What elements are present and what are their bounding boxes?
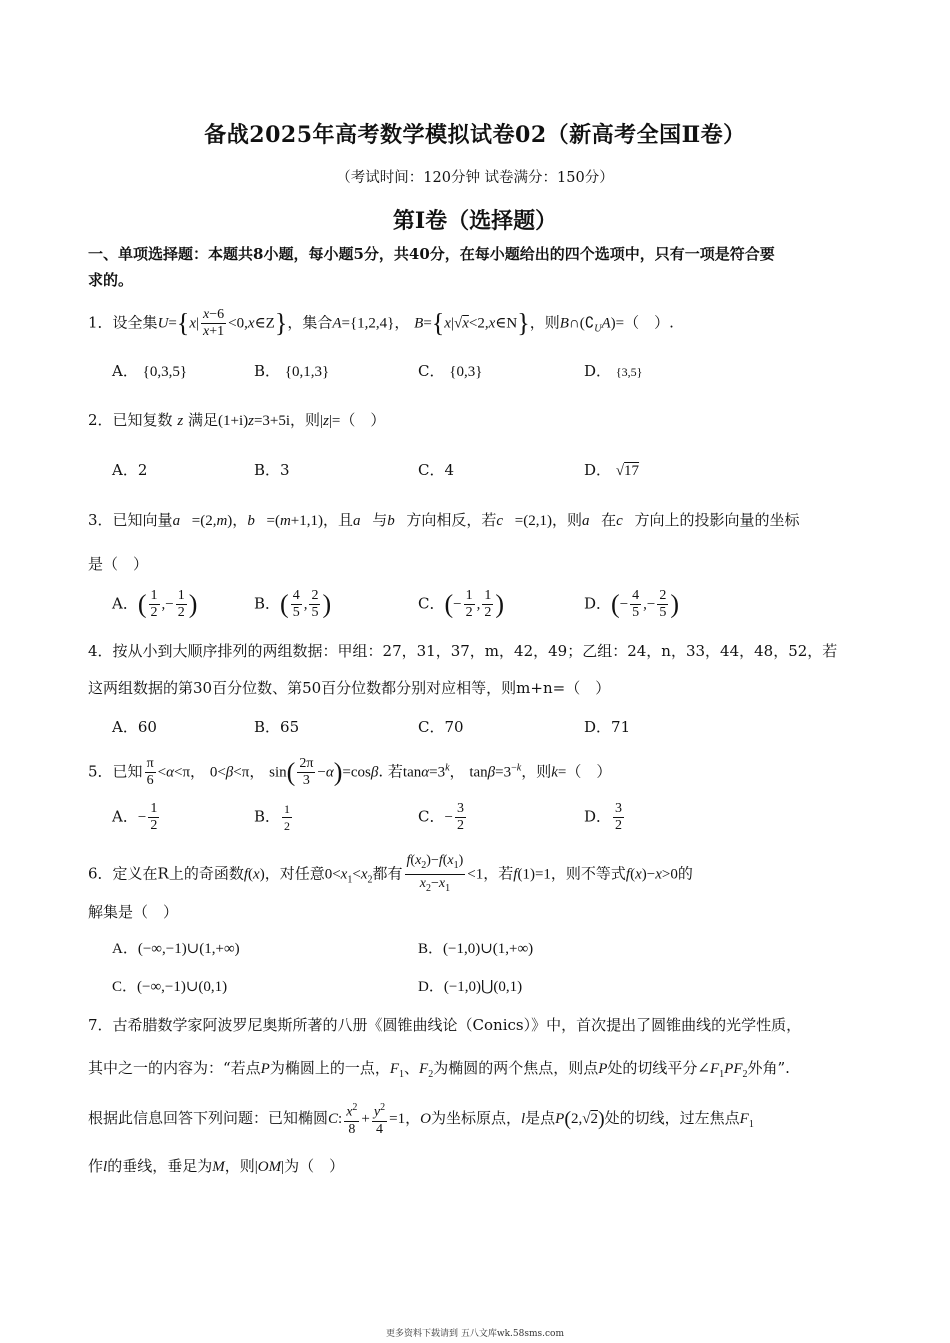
footer-source: 更多资料下载请到 五八文库wk.58sms.com	[386, 1329, 564, 1339]
question-7-line3: 根据此信息回答下列问题：已知椭圆C: $\frac{x^2}{8}$ + $\frac{y^2}{4}$ =1，O为坐标原点，l是点P(2,√2)处的切线，过左焦点$F_1$	[88, 1102, 754, 1137]
q1-option-d[interactable]: D． {3,5}	[584, 362, 643, 380]
question-2: 2．已知复数 z 满足(1+i)z=3+5i，则|z|=（ ）	[88, 411, 386, 429]
q4-option-a[interactable]: A．60	[112, 718, 157, 736]
question-4-line1: 4．按从小到大顺序排列的两组数据：甲组：27，31，37，m，42，49；乙组：24，n，33，44，48，52，若	[88, 642, 838, 660]
question-7-line2: 其中之一的内容为：“若点P为椭圆上的一点，$F_1$、$F_2$为椭圆的两个焦点，则点P处的切线平分$\angle F_1PF_2$外角”.	[88, 1059, 790, 1080]
question-5: 5．已知 $\frac{\pi}{6}$ <α<π， 0<β<π， sin( $\frac{2\pi}{3}$ −α)=cosβ. 若$\tan\alpha=3^k$， $\tan\beta=3^{-k}$，则k=（ ）	[88, 756, 612, 788]
q4-option-d[interactable]: D．71	[584, 718, 631, 736]
q4-option-c[interactable]: C．70	[418, 718, 464, 736]
q2-option-b[interactable]: B．3	[254, 461, 290, 479]
question-3-line2: 是（ ）	[88, 555, 149, 573]
q6-option-c[interactable]: C．(−∞,−1)∪(0,1)	[112, 979, 228, 995]
question-1: 1．设全集U={x| $\frac{x-6}{x+1}$ <0,x∈Z}，集合A={1,2,4}， B={x|√x<2,x∈N}，则$B\cap(∁_UA)=$（ ）.	[88, 307, 674, 339]
q1-option-a[interactable]: A． {0,3,5}	[112, 362, 188, 380]
q4-option-b[interactable]: B．65	[254, 718, 300, 736]
question-4-line2: 这两组数据的第30百分位数、第50百分位数都分别对应相等，则m+n=（ ）	[88, 679, 611, 697]
q3-option-a[interactable]: A．( $\frac{1}{2}$ ,− $\frac{1}{2}$ )	[112, 588, 198, 620]
exam-subtitle: （考试时间：120分钟 试卷满分：150分）	[336, 170, 614, 186]
question-3: 3．已知向量a⃗=(2,m)，b⃗=(m+1,1)，且a⃗与b⃗方向相反，若c⃗=(2,1)，则a⃗在c⃗方向上的投影向量的坐标	[88, 511, 800, 529]
q6-option-b[interactable]: B．(−1,0)∪(1,+∞)	[418, 941, 534, 957]
q2-option-a[interactable]: A．2	[112, 461, 148, 479]
q3-option-c[interactable]: C．(− $\frac{1}{2}$ , $\frac{1}{2}$ )	[418, 588, 505, 620]
q2-option-d[interactable]: D． √17	[584, 461, 640, 479]
question-6-line2: 解集是（ ）	[88, 903, 179, 921]
q2-option-c[interactable]: C．4	[418, 461, 455, 479]
question-7-line1: 7．古希腊数学家阿波罗尼奥斯所著的八册《圆锥曲线论（Conics）》中，首次提出了圆锥曲线的光学性质，	[88, 1016, 802, 1034]
q3-option-b[interactable]: B．( $\frac{4}{5}$ , $\frac{2}{5}$ )	[254, 588, 332, 620]
q5-option-b[interactable]: B． $\frac{1}{2}$	[254, 802, 291, 833]
q3-option-d[interactable]: D．(− $\frac{4}{5}$ ,− $\frac{2}{5}$ )	[584, 588, 680, 620]
q6-option-d[interactable]: D．(−1,0)⋃(0,1)	[418, 979, 523, 995]
q5-option-a[interactable]: A．− $\frac{1}{2}$	[112, 801, 158, 833]
section-title: 第Ⅰ卷（选择题）	[392, 208, 558, 234]
q5-option-c[interactable]: C．− $\frac{3}{2}$	[418, 801, 464, 833]
exam-title: 备战2025年高考数学模拟试卷02（新高考全国Ⅱ卷）	[204, 122, 746, 148]
q1-option-c[interactable]: C． {0,3}	[418, 362, 483, 380]
q6-option-a[interactable]: A．(−∞,−1)∪(1,+∞)	[112, 941, 240, 957]
q5-option-d[interactable]: D． $\frac{3}{2}$	[584, 801, 623, 833]
question-6: 6．定义在R上的奇函数f(x)，对任意$0<x_1<x_2$都有 $\frac{f(x_2)-f(x_1)}{x_2-x_1}$ <1，若f(1)=1，则不等式f(x)−x>0的	[88, 853, 693, 894]
instructions-line1: 一、单项选择题：本题共8小题，每小题5分，共40分，在每小题给出的四个选项中，只有一项是符合要	[88, 245, 775, 263]
instructions-line2: 求的。	[88, 271, 134, 289]
question-7-line4: 作l的垂线，垂足为M，则|OM|为（ ）	[88, 1157, 345, 1175]
q1-option-b[interactable]: B． {0,1,3}	[254, 362, 330, 380]
